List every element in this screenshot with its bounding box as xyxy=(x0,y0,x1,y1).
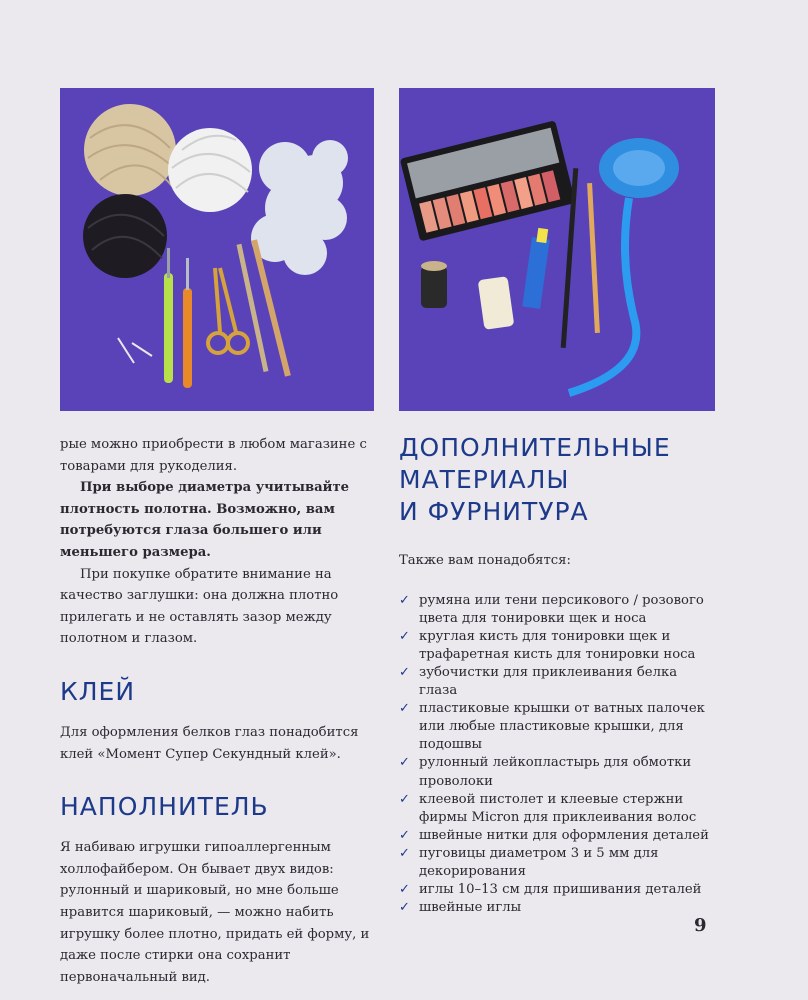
list-item: ✓ иглы 10–13 см для пришивания деталей xyxy=(399,881,719,899)
glue-paragraph: Для оформления белков глаз понадобится клей «Момент Супер Секундный клей». xyxy=(60,724,359,762)
filler-heading: НАПОЛНИТЕЛЬ xyxy=(60,792,269,822)
checkmark-icon: ✓ xyxy=(399,882,410,898)
filler-paragraph: Я набиваю игрушки гипоаллергенным холлофайбером. Он бывает двух видов: рулонный и шариковый, но мне больше нравится шариковый, — можно набить игрушку более плотно, придать ей форму, и даже после стирки она сохранит первоначальный вид. xyxy=(60,840,370,985)
glue-heading: КЛЕЙ xyxy=(60,676,136,706)
materials-list xyxy=(399,592,719,918)
list-item: ✓ круглая кисть для тонировки щек и трафаретная кисть для тонировки носа xyxy=(399,628,696,662)
materials-intro: Также вам понадобятся: xyxy=(399,553,571,568)
list-item: ✓ клеевой пистолет и клеевые стержни фирмы Micron для приклеивания волос xyxy=(399,791,697,825)
extra-materials-heading xyxy=(399,432,719,528)
list-item: ✓ швейные нитки для оформления деталей xyxy=(399,827,719,845)
list-item: ✓ пластиковые крышки от ватных палочек или любые пластиковые крышки, для подошвы xyxy=(399,701,705,753)
checkmark-icon: ✓ xyxy=(399,701,410,717)
heading-line: ДОПОЛНИТЕЛЬНЫЕ xyxy=(399,433,671,462)
continuation-paragraph: рые можно приобрести в любом магазине с товарами для рукоделия. xyxy=(60,437,367,474)
plug-note: При покупке обратите внимание на качество заглушки: она должна плотно прилегать и не оставлять зазор между полотном и глазом. xyxy=(60,566,339,647)
photo-yarn-hooks-filler xyxy=(60,88,374,411)
left-column xyxy=(60,434,370,988)
list-item: ✓ швейные иглы xyxy=(399,899,719,917)
checkmark-icon: ✓ xyxy=(399,755,410,771)
list-item: ✓ пуговицы диаметром 3 и 5 мм для декорирования xyxy=(399,845,659,879)
heading-line: И ФУРНИТУРА xyxy=(399,497,589,526)
right-column xyxy=(399,432,719,917)
page-number: 9 xyxy=(694,915,707,936)
list-item: ✓ рулонный лейкопластырь для обмотки проволоки xyxy=(399,755,692,789)
heading-line: МАТЕРИАЛЫ xyxy=(399,465,570,494)
checkmark-icon: ✓ xyxy=(399,827,410,843)
list-item: ✓ румяна или тени персикового / розового цвета для тонировки щек и носа xyxy=(399,592,704,626)
photo-palette-brushes-threads xyxy=(399,88,715,411)
checkmark-icon: ✓ xyxy=(399,628,410,644)
checkmark-icon: ✓ xyxy=(399,900,410,916)
checkmark-icon: ✓ xyxy=(399,664,410,680)
diameter-note: При выборе диаметра учитывайте плотность полотна. Возможно, вам потребуются глаза большего или меньшего размера. xyxy=(60,480,350,560)
checkmark-icon: ✓ xyxy=(399,791,410,807)
checkmark-icon: ✓ xyxy=(399,592,410,608)
list-item: ✓ зубочистки для приклеивания белка глаза xyxy=(399,664,678,699)
checkmark-icon: ✓ xyxy=(399,845,410,861)
